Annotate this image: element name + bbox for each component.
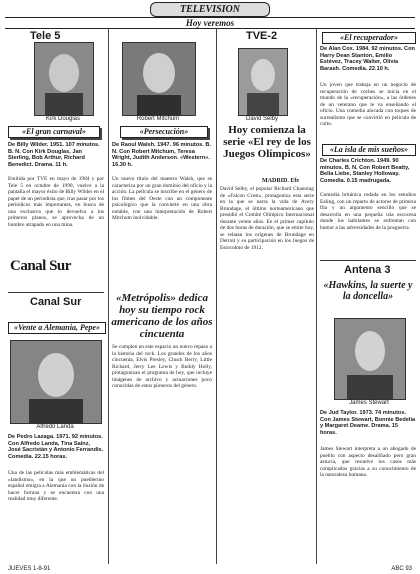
title-vente: «Vente a Alemania, Pepe» [8, 322, 106, 334]
column-rule [316, 28, 317, 564]
logo-canal-sur: Canal Sur [10, 258, 71, 274]
title-persecucion: «Persecución» [120, 126, 208, 138]
text-vente: Una de las películas más emblemáticas del «landismo», en la que un pueblerino español emigra a Alemania con la ilusión de hacer fortuna y se encuentra con una realidad muy diferente. [8, 470, 104, 502]
photo-david-selby [238, 48, 288, 116]
title-recuperador: «El recuperador» [322, 32, 416, 44]
caption-kirk: Kirk Douglas [45, 116, 80, 122]
credits-hawkins: De Jud Taylor. 1973. 74 minutos. Con James Stewart, Bonnie Bedelia y Margaret Deame. Drama. 15 horas. [320, 410, 416, 436]
photo-james-stewart [334, 318, 406, 400]
section-subtitle: Hoy veremos [5, 17, 415, 29]
title-gran-carnaval: «El gran carnaval» [8, 126, 100, 138]
channel-label-antena3: Antena 3 [344, 264, 391, 276]
text-gran-carnaval: Emitida por TVE en mayo de 1984 y por Tele 5 en octubre de 1990, vuelve a la pantalla el mayor éxito de Billy Wilder en el papel de un periodista que, tras pasar por los periódicos más importantes, en busca de una exclusiva que lo devuelva a los primeros planos, se aprovecha de un hombre atrapado en una mina. [8, 176, 104, 228]
rule [8, 292, 104, 293]
channel-label-canal-sur: Canal Sur [30, 296, 82, 308]
column-rule [216, 28, 217, 564]
footer-page: ABC 93 [391, 566, 412, 572]
caption-james: James Stewart [349, 400, 389, 406]
rule [320, 260, 416, 261]
credits-vente: De Pedro Lazaga. 1971. 92 minutos. Con Alfredo Landa, Tina Sainz, José Sacristán y Antonio Ferrandis. Comedia. 22.15 horas. [8, 434, 104, 460]
section-label: TELEVISION [150, 2, 270, 17]
text-hawkins: James Stewart interpreta a un abogado de pueblo con aspecto desaliñado pero gran astucia, que resuelve los casos más complicados gracias a su conocimiento de la naturaleza humana. [320, 446, 416, 478]
credits-persecucion: De Raoul Walsh. 1947. 96 minutos. B. N. Con Robert Mitchum, Teresa Wright, Judith Anderson. «Western». 16.30 h. [112, 142, 211, 168]
title-isla-suenos: «La isla de mis sueños» [322, 144, 416, 156]
text-persecucion: Un nuevo título del maestro Walsh, que se caracteriza por un gran dominio del oficio y la acción. La película se inscribe en el género de los filmes del Oeste con un componente psicológico que la convierte en una obra notable, con una interpretación de Robert Mitchum inolvidable. [112, 176, 212, 221]
headline-metropolis: «Metrópolis» dedica hoy su tiempo rock americano de los años cincuenta [111, 292, 213, 340]
credits-gran-carnaval: De Billy Wilder. 1951. 107 minutos. B. N. Con Kirk Douglas, Jan Sterling, Bob Arthur, Richard Benedict. Drama. 11 h. [8, 142, 100, 168]
caption-alfredo: Alfredo Landa [36, 424, 74, 430]
photo-robert-mitchum [122, 42, 196, 116]
caption-david: David Selby [245, 116, 278, 122]
text-isla-suenos: Comedia británica rodada en los estudios Ealing, con un reparto de actores de primera fila y un argumento sencillo que se desarrolla en una pequeña isla escocesa donde los habitantes se enfrentan con humor a las adversidades de la posguerra. [320, 192, 416, 231]
credits-recuperador: De Alan Cox. 1984. 92 minutos. Con Harry Dean Stanton, Emilio Estévez, Tracey Walter, Olivia Barash. Comedia. 22.10 h. [320, 46, 415, 72]
photo-kirk-douglas [34, 42, 94, 116]
column-rule [108, 28, 109, 564]
channel-label-tele5: Tele 5 [30, 30, 61, 42]
text-metropolis: Se cumplen en este espacio un nuevo repaso a la historia del rock. Los grandes de los años cincuenta, Elvis Presley, Chuck Berry, Little Richard, Jerry Lee Lewis y Buddy Holly, protagonizan el programa de hoy, que incluye imágenes de archivo y actuaciones poco conocidas de estos pioneros del género. [112, 344, 212, 389]
photo-alfredo-landa [10, 340, 102, 424]
credits-isla-suenos: De Charles Crichton. 1949. 90 minutos. B. N. Con Robert Beatty, Bella Liebe, Stanley Holloway. Comedia. 0.15 madrugada. [320, 158, 410, 184]
text-recuperador: Un joven que trabaja en un negocio de recuperación de coches se inicia en el mundo de la «recuperación», a las órdenes de un veterano que le va enseñando el oficio. Una comedia alocada con toques de surrealismo que se convirtió en película de culto. [320, 82, 416, 127]
headline-hoy-comienza: Hoy comienza la serie «El rey de los Juegos Olímpicos» [223, 124, 311, 160]
headline-hawkins: «Hawkins, la suerte y la doncella» [323, 280, 413, 302]
footer-date: JUEVES 1-8-91 [8, 566, 51, 572]
dateline: MADRID. Efe [262, 178, 299, 184]
caption-robert: Robert Mitchum [136, 116, 180, 122]
text-tve2-serie: David Selby, el popular Richard Channing de «Falcon Crest», protagoniza esta serie en la que se narra la vida de Avery Brundage, el último norteamericano que presidió el Comité Olímpico Internacional durante veinte años. En el primer capítulo de dos horas de duración, que se emite hoy, se relatan los orígenes de Brundage en Detroit y su participación en los Juegos de Estocolmo de 1912. [220, 186, 314, 251]
channel-label-tve2: TVE-2 [246, 30, 278, 42]
